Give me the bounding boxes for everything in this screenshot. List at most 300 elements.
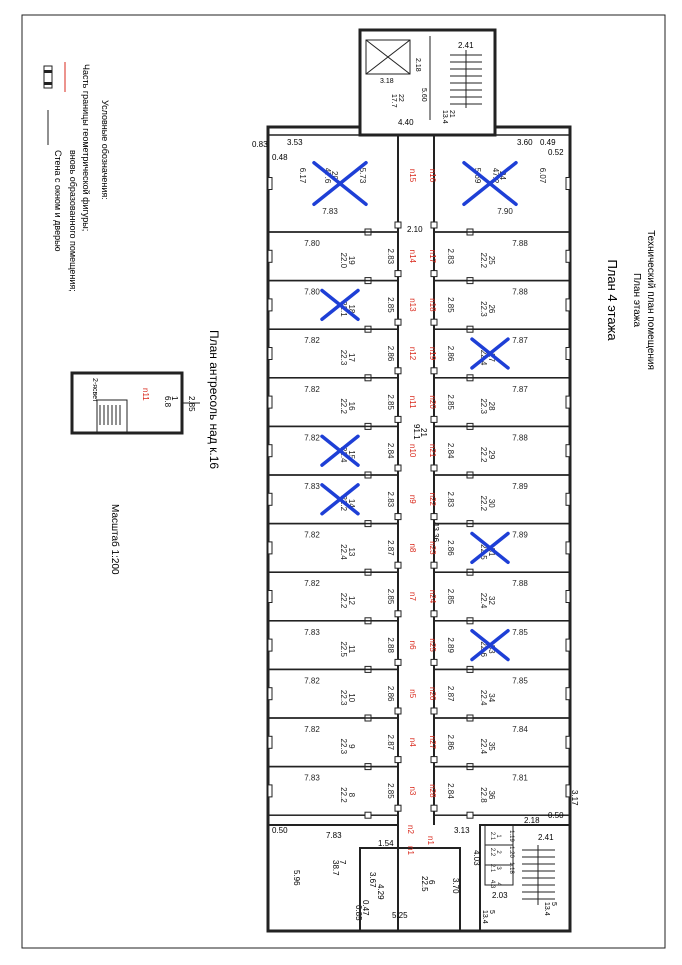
room-36-door: n28 (428, 784, 437, 798)
room-20-area: 47.6 (323, 167, 332, 184)
corridor-len: 43.36 (431, 522, 440, 543)
room-32 (428, 572, 570, 624)
door-icon (431, 708, 437, 714)
room-12-outline (268, 572, 398, 621)
room-36-num: 36 (487, 790, 496, 800)
room-6-door2: n1 (426, 836, 435, 845)
door-icon (395, 368, 401, 374)
room-20-num: 20 (330, 171, 339, 180)
window-icon (566, 396, 570, 408)
window-icon (566, 250, 570, 262)
room-14-width: 7.83 (304, 482, 320, 491)
small-room-4-num: 4 (495, 882, 501, 886)
window-icon (268, 396, 272, 408)
room-25 (428, 232, 570, 284)
mezzanine-room-label: n11 (141, 388, 150, 401)
room-34-area: 22.4 (479, 689, 488, 706)
room-28-door: n20 (428, 395, 437, 409)
room-29-area: 22.2 (479, 446, 488, 463)
room-17-door: n12 (408, 346, 417, 361)
room-10-area: 22.3 (339, 689, 348, 706)
room-19 (268, 232, 417, 284)
room-7-d4: 0.85 (354, 905, 363, 921)
room-19-width: 7.80 (304, 239, 320, 248)
br-ls-num: 5 (488, 910, 495, 914)
room-26-area: 22.3 (479, 301, 488, 317)
room-27 (428, 329, 570, 381)
room-25-door: n17 (428, 249, 437, 263)
top-d3: 3.18 (380, 78, 394, 85)
room-29-depth: 2.84 (446, 442, 455, 459)
room-24-width: 7.90 (497, 207, 513, 216)
room-17-area: 22.3 (339, 349, 348, 366)
room-18-outline (268, 281, 398, 330)
room-13-num: 13 (347, 547, 356, 557)
corner-e: 0.49 (540, 138, 556, 147)
window-icon (566, 445, 570, 457)
legend-line1b: вновь образованного помещения; (68, 150, 78, 292)
room-32-door: n24 (428, 589, 437, 604)
room-17-width: 7.82 (304, 336, 320, 346)
door-icon (395, 271, 401, 277)
room-24-depth: 5.69 (473, 167, 482, 184)
room-9-outline (268, 718, 398, 767)
window-icon (566, 736, 570, 748)
mezzanine-title: План антресоль над к.16 (207, 330, 221, 470)
br-d218: 2.18 (524, 816, 540, 825)
scale-label: Масштаб 1:200 (109, 504, 120, 575)
door-icon (395, 805, 401, 811)
top-d4: 5.60 (420, 88, 427, 102)
door-icon (431, 659, 437, 665)
mezzanine-room-area: 6.8 (163, 396, 172, 408)
br-d317: 3.17 (570, 790, 579, 806)
room-20-width: 7.83 (322, 207, 338, 216)
legend (44, 62, 110, 292)
room-28 (428, 378, 570, 430)
room-10-width: 7.82 (304, 676, 320, 686)
room-7-d2: 3.67 (368, 872, 377, 888)
room-15-num: 15 (347, 450, 356, 460)
room-6-d4: 5.25 (392, 911, 408, 920)
window-icon (268, 445, 272, 457)
room-26-door: n18 (428, 298, 437, 312)
room-33-depth: 2.89 (446, 637, 455, 653)
room-13-width: 7.82 (304, 530, 320, 540)
room-19-num: 19 (347, 255, 356, 265)
room-7-d1: 0.50 (272, 826, 288, 835)
door-icon (395, 514, 401, 520)
room-24-side: 6.07 (538, 167, 547, 184)
room-7-door: n2 (406, 825, 415, 834)
room-29-door: n21 (428, 444, 437, 458)
room-12-num: 12 (347, 596, 356, 605)
room-18-area: 22.1 (339, 301, 348, 317)
room-12-door: n7 (408, 592, 417, 601)
room-16-door: n11 (408, 395, 417, 409)
room-30-area: 22.2 (479, 495, 488, 512)
room-32-width: 7.88 (512, 579, 528, 589)
room-12-depth: 2.85 (386, 588, 395, 605)
room-6-d1: 1.54 (378, 839, 394, 848)
room-27-depth: 2.86 (446, 345, 455, 362)
room-13-area: 22.4 (339, 544, 348, 560)
room-33-area: 22.6 (479, 641, 488, 657)
door-icon (395, 319, 401, 325)
room-27-door: n19 (428, 346, 437, 361)
room-34-width: 7.85 (512, 676, 528, 686)
corridor-area: 91.1 (412, 424, 421, 440)
door-icon (395, 222, 401, 228)
window-icon (566, 688, 570, 700)
corner-a: 3.53 (287, 138, 303, 147)
room-29-num: 29 (487, 450, 496, 460)
room-26-num: 26 (487, 304, 496, 314)
room-15-width: 7.82 (304, 433, 320, 443)
room-8-area: 22.2 (339, 787, 348, 803)
room-11-width: 7.83 (304, 627, 320, 637)
room-18 (268, 281, 417, 333)
window-icon (566, 591, 570, 603)
room-15-outline (268, 426, 398, 475)
small-room-2 (489, 846, 514, 858)
window-icon (268, 639, 272, 651)
corner-f: 0.52 (548, 148, 564, 157)
small-room-2-num: 2 (495, 850, 501, 854)
window-icon (268, 736, 272, 748)
corner-c: 0.83 (252, 140, 268, 149)
bottom-stair-icon (522, 845, 555, 905)
room-31 (428, 524, 570, 576)
room-36-area: 22.8 (479, 787, 488, 803)
room-6-d2: 4.29 (376, 884, 385, 900)
room-7-d3: 0.47 (361, 900, 370, 916)
room-35-area: 22.4 (479, 738, 488, 755)
room-27-cross-icon (472, 339, 508, 368)
room-24-door: n16 (428, 168, 437, 183)
top-block (360, 30, 495, 135)
top-area: 17.7 (390, 94, 397, 108)
door-icon (431, 465, 437, 471)
window-icon (268, 785, 272, 797)
room-25-area: 22.2 (479, 252, 488, 269)
room-9-area: 22.3 (339, 738, 348, 755)
top-num: 22 (397, 94, 404, 102)
br-stair-num: 5 (550, 902, 557, 906)
legend-line2: Стена с окном и дверью (53, 150, 63, 252)
room-8-door: n3 (408, 786, 417, 796)
window-icon (566, 348, 570, 360)
room-32-area: 22.4 (479, 592, 488, 609)
room-27-num: 27 (487, 353, 496, 362)
legend-line1: Часть границы геометрической фигуры; (81, 64, 91, 232)
room-17 (268, 329, 417, 381)
room-8-num: 8 (347, 792, 356, 798)
room-13-outline (268, 524, 398, 573)
room-12-area: 22.2 (339, 592, 348, 609)
room-20-cross-icon (314, 163, 366, 205)
room-26-depth: 2.85 (446, 297, 455, 313)
room-33-cross-icon (472, 631, 508, 660)
room-8-outline (268, 767, 398, 816)
room-11-outline (268, 621, 398, 670)
small-rooms (489, 830, 514, 889)
room-34-num: 34 (487, 693, 496, 703)
header-title-2: План этажа (631, 272, 642, 328)
room-35-num: 35 (487, 741, 496, 751)
small-room-3-num: 3 (495, 866, 501, 870)
room-11-area: 22.5 (339, 641, 348, 657)
br-ls-area: 13.4 (481, 910, 488, 924)
window-icon (268, 250, 272, 262)
small-room-1-num: 1 (495, 834, 501, 838)
room-12 (268, 572, 417, 624)
room-30-door: n22 (428, 492, 437, 506)
room-10 (268, 669, 417, 721)
door-icon (431, 514, 437, 520)
room-8-width: 7.83 (304, 773, 320, 783)
room-6-area: 22.5 (420, 876, 429, 892)
room-34-depth: 2.87 (446, 685, 455, 702)
room-14 (268, 475, 417, 527)
small-room-3 (489, 862, 514, 874)
mezzanine-stair (100, 405, 120, 425)
br-d403: 4.03 (472, 850, 481, 866)
corridor-width: 2.10 (407, 225, 423, 234)
br-d050: 0.50 (548, 811, 564, 820)
bottom-right-block (454, 790, 579, 931)
room-36-depth: 2.84 (446, 783, 455, 799)
room-7-area: 38.7 (331, 860, 340, 876)
room-14-door: n9 (408, 494, 417, 504)
mezzanine-room-num: 1 (170, 396, 179, 401)
room-6-door: n1 (406, 846, 415, 855)
top-d1: 2.41 (458, 41, 474, 50)
room-33-door: n25 (428, 638, 437, 652)
room-33 (428, 621, 570, 673)
room-25-num: 25 (487, 255, 496, 265)
door-icon (395, 562, 401, 568)
room-34 (428, 669, 570, 721)
room-35-depth: 2.86 (446, 734, 455, 751)
room-29-width: 7.88 (512, 433, 528, 443)
mezzanine-plan (72, 330, 221, 469)
small-room-3-dim: 1.18 (508, 862, 514, 874)
room-28-width: 7.87 (512, 384, 528, 394)
room-18-num: 18 (347, 304, 356, 314)
room-30-depth: 2.83 (446, 491, 455, 508)
room-9-door: n4 (408, 737, 417, 747)
top-side-num: 21 (448, 110, 455, 118)
window-icon (566, 785, 570, 797)
room-28-num: 28 (487, 401, 496, 411)
room-31-cross-icon (472, 534, 508, 563)
small-room-1-area: 2.1 (489, 831, 495, 841)
small-room-1-dim: 1.19 (508, 830, 514, 842)
small-room-4 (489, 880, 501, 889)
window-icon (268, 542, 272, 554)
window-icon (566, 299, 570, 311)
room-17-depth: 2.86 (386, 345, 395, 362)
room-16-outline (268, 378, 398, 427)
room-14-outline (268, 475, 398, 524)
room-20-outline (268, 135, 398, 232)
door-icon (395, 611, 401, 617)
room-27-area: 22.4 (479, 349, 488, 366)
room-15-area: 22.4 (339, 446, 348, 463)
room-10-outline (268, 669, 398, 718)
room-9-width: 7.82 (304, 725, 320, 734)
room-8 (268, 767, 417, 819)
room-34-door: n26 (428, 687, 437, 701)
mezzanine-dim: 2.85 (187, 396, 196, 412)
br-stair-area: 13.4 (543, 902, 550, 916)
door-icon (431, 562, 437, 568)
room-26 (428, 281, 570, 333)
top-d2: 2.18 (414, 58, 421, 72)
room-35-width: 7.84 (512, 725, 528, 734)
room-10-depth: 2.86 (386, 685, 395, 702)
room-18-depth: 2.85 (386, 297, 395, 313)
room-9 (268, 718, 417, 770)
room-13-depth: 2.87 (386, 540, 395, 556)
room-16 (268, 378, 417, 430)
room-11-depth: 2.88 (386, 637, 395, 653)
room-8-depth: 2.85 (386, 783, 395, 799)
door-icon (431, 611, 437, 617)
room-19-area: 22.0 (339, 252, 348, 269)
room-20-door: n15 (408, 168, 417, 183)
room-30-num: 30 (487, 498, 496, 508)
room-19-outline (268, 232, 398, 281)
window-icon (268, 348, 272, 360)
room-16-num: 16 (347, 401, 356, 411)
partition-icon (467, 812, 473, 818)
window-icon (566, 542, 570, 554)
room-16-depth: 2.85 (386, 394, 395, 410)
br-d313: 3.13 (454, 826, 470, 835)
room-25-depth: 2.83 (446, 248, 455, 265)
window-icon (566, 639, 570, 651)
corner-d: 3.60 (517, 138, 533, 147)
door-icon (431, 319, 437, 325)
room-35 (428, 718, 570, 770)
door-icon (395, 708, 401, 714)
room-7-num: 7 (338, 860, 347, 865)
room-13 (268, 524, 417, 576)
room-31-area: 22.5 (479, 544, 488, 560)
room-31-num: 31 (487, 547, 496, 557)
room-16-width: 7.82 (304, 384, 320, 394)
east-rooms (428, 135, 570, 818)
room-31-door: n23 (428, 541, 437, 555)
room-9-depth: 2.87 (386, 734, 395, 751)
room-28-depth: 2.85 (446, 394, 455, 410)
door-icon (395, 757, 401, 763)
room-12-width: 7.82 (304, 579, 320, 589)
room-10-num: 10 (347, 693, 356, 703)
room-32-depth: 2.85 (446, 588, 455, 605)
legend-title: Условные обозначения: (100, 100, 110, 200)
door-icon (395, 416, 401, 422)
room-28-area: 22.3 (479, 398, 488, 414)
room-25-width: 7.88 (512, 239, 528, 248)
door-icon (431, 222, 437, 228)
room-17-outline (268, 329, 398, 378)
room-24-num: 24 (498, 171, 507, 180)
br-d203: 2.03 (492, 891, 508, 900)
room-7-width: 7.83 (326, 831, 342, 840)
door-icon (431, 757, 437, 763)
room-13-door: n8 (408, 543, 417, 553)
room-33-width: 7.85 (512, 627, 528, 637)
room-9-num: 9 (347, 744, 356, 749)
small-room-1 (489, 830, 514, 842)
room-27-width: 7.87 (512, 336, 528, 346)
room-15 (268, 426, 417, 478)
room-18-door: n13 (408, 298, 417, 312)
room-18-width: 7.80 (304, 287, 320, 297)
room-31-depth: 2.86 (446, 540, 455, 556)
partition-icon (365, 812, 371, 818)
mezzanine-stair-label: 2-ясвет (91, 378, 98, 403)
room-14-depth: 2.83 (386, 491, 395, 508)
br-d241: 2.41 (538, 833, 554, 842)
door-icon (431, 416, 437, 422)
room-14-num: 14 (347, 498, 356, 508)
window-icon (268, 178, 272, 190)
west-rooms (268, 135, 417, 818)
room-24-cross-icon (464, 163, 516, 205)
window-icon (268, 591, 272, 603)
room-29 (428, 426, 570, 478)
room-30-width: 7.89 (512, 482, 528, 491)
window-icon (566, 493, 570, 505)
room-20-depth: 5.73 (358, 167, 367, 184)
header-title-1: Технический план помещения (645, 230, 656, 370)
small-room-2-area: 2.2 (489, 847, 495, 857)
room-10-door: n5 (408, 689, 417, 699)
window-icon (268, 493, 272, 505)
room-30 (428, 475, 570, 527)
door-icon (431, 271, 437, 277)
room-6-num: 6 (427, 880, 436, 885)
header (605, 230, 656, 370)
room-35-door: n27 (428, 735, 437, 749)
room-6-d3: 3.70 (451, 878, 460, 894)
door-icon (431, 805, 437, 811)
room-36-width: 7.81 (512, 773, 528, 783)
floor-title: План 4 этажа (605, 259, 620, 341)
window-icon (268, 299, 272, 311)
small-room-4-area: 4.3 (489, 879, 495, 889)
room-20-side: 6.17 (298, 167, 307, 184)
room-11-num: 11 (347, 644, 356, 654)
room-32-num: 32 (487, 596, 496, 605)
small-room-3-area: 2.1 (489, 863, 495, 873)
room-15-depth: 2.84 (386, 442, 395, 459)
room-15-door: n10 (408, 444, 417, 458)
room-19-door: n14 (408, 249, 417, 263)
corridor-num: 21 (419, 428, 428, 437)
room-33-num: 33 (487, 644, 496, 654)
room-7-side: 5.96 (292, 870, 301, 886)
room-16-area: 22.2 (339, 398, 348, 414)
room-31-width: 7.89 (512, 530, 528, 540)
corner-b: 0.48 (272, 153, 288, 162)
room-17-num: 17 (347, 353, 356, 362)
top-side-area: 13.4 (441, 110, 448, 124)
